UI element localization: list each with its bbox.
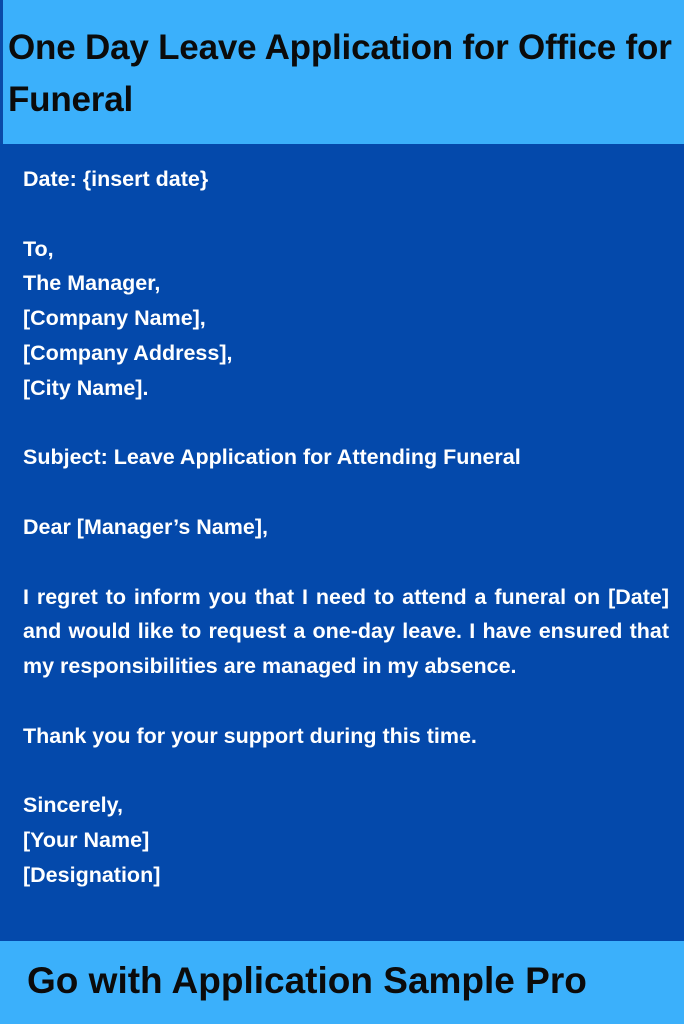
letter-body: I regret to inform you that I need to attend a funeral on [Date] and would like to request a one-day leave. I have ensured that my responsibilities are managed in my absence. — [23, 584, 669, 679]
letter-date: Date: {insert date} — [23, 167, 209, 191]
header-banner — [0, 0, 684, 144]
letter-thanks: Thank you for your support during this time. — [23, 723, 477, 748]
letter-company-name: [Company Name], — [23, 306, 206, 331]
letter-city-name: [City Name]. — [23, 375, 149, 400]
letter-subject: Subject: Leave Application for Attending Funeral — [23, 445, 521, 470]
letter-to: To, — [23, 236, 54, 261]
letter-your-name: [Your Name] — [23, 828, 150, 853]
letter-salutation: Dear [Manager’s Name], — [23, 514, 268, 539]
letter-designation: [Designation] — [23, 862, 161, 887]
page-title: One Day Leave Application for Office for Funeral — [8, 28, 672, 119]
letter-company-address: [Company Address], — [23, 340, 233, 365]
letter-panel — [0, 144, 684, 941]
letter-content — [23, 162, 669, 893]
letter-closing: Sincerely, — [23, 793, 123, 818]
footer-brand: Go with Application Sample Pro — [27, 960, 587, 1001]
letter-recipient: The Manager, — [23, 271, 161, 296]
footer-banner — [0, 941, 684, 1024]
